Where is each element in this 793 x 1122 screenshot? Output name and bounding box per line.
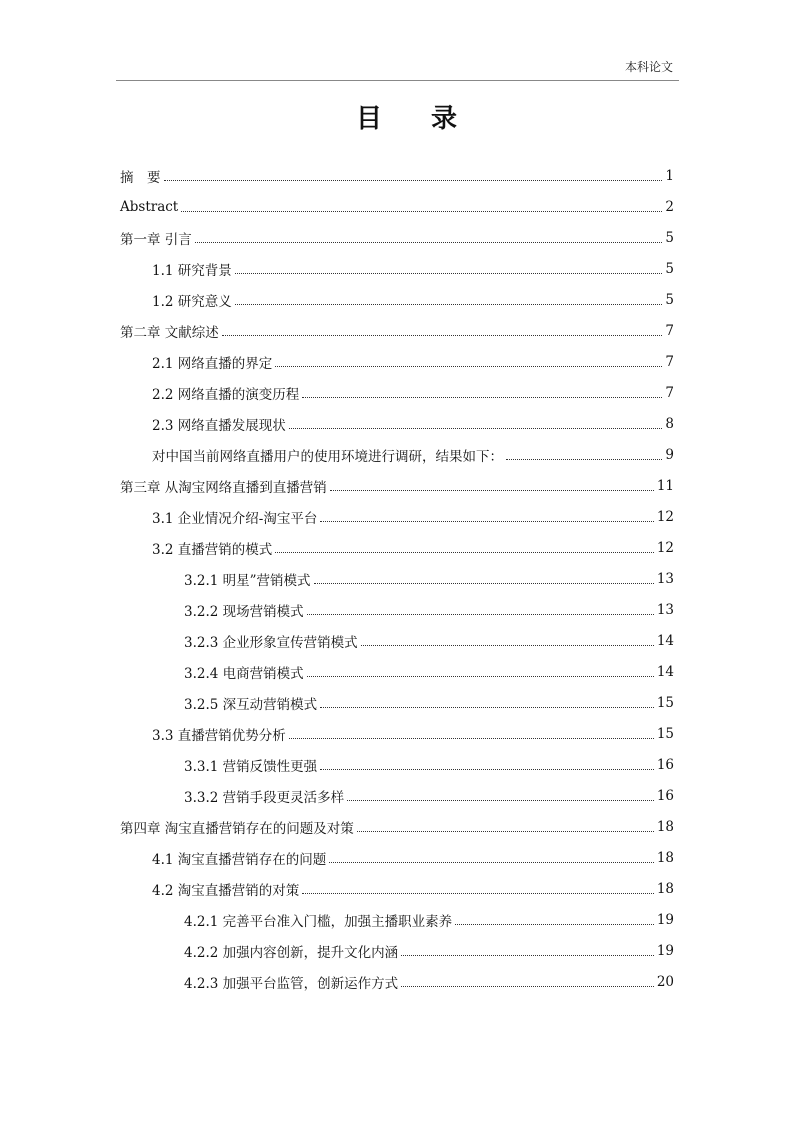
toc-entry-page: 12 bbox=[656, 539, 674, 556]
toc-entry-page: 20 bbox=[656, 973, 674, 990]
toc-entry-page: 8 bbox=[665, 415, 674, 432]
toc-entry[interactable] bbox=[120, 408, 674, 439]
header-rule bbox=[116, 80, 679, 81]
toc-leader-dots bbox=[302, 396, 662, 398]
toc-leader-dots bbox=[235, 303, 663, 305]
toc-leader-dots bbox=[235, 272, 663, 274]
toc-entry-page: 16 bbox=[656, 756, 674, 773]
toc-entry[interactable] bbox=[120, 687, 674, 718]
toc-entry[interactable] bbox=[120, 284, 674, 315]
toc-leader-dots bbox=[401, 985, 654, 987]
toc-leader-dots bbox=[506, 458, 662, 460]
toc-leader-dots bbox=[320, 768, 654, 770]
toc-leader-dots bbox=[164, 179, 663, 181]
toc-entry-label: 3.2.4 电商营销模式 bbox=[184, 665, 304, 682]
toc-entry[interactable] bbox=[120, 594, 674, 625]
toc-entry-page: 12 bbox=[656, 508, 674, 525]
toc-entry[interactable] bbox=[120, 718, 674, 749]
toc-entry-label: 4.2.2 加强内容创新，提升文化内涵 bbox=[184, 944, 399, 961]
toc-entry-label: 第三章 从淘宝网络直播到直播营销 bbox=[120, 479, 327, 496]
toc-entry-label: 4.2 淘宝直播营销的对策 bbox=[152, 882, 300, 899]
toc-entry[interactable] bbox=[120, 377, 674, 408]
toc-entry-page: 7 bbox=[665, 353, 674, 370]
toc-entry-label: 3.2.1 明星”营销模式 bbox=[184, 572, 311, 589]
toc-leader-dots bbox=[357, 830, 654, 832]
toc-entry-page: 13 bbox=[656, 601, 674, 618]
toc-entry-label: 4.1 淘宝直播营销存在的问题 bbox=[152, 851, 327, 868]
toc-entry[interactable] bbox=[120, 625, 674, 656]
toc-entry-page: 15 bbox=[656, 725, 674, 742]
toc-entry[interactable] bbox=[120, 780, 674, 811]
toc-entry-label: 3.1 企业情况介绍-淘宝平台 bbox=[152, 510, 318, 527]
toc-entry-label: 2.2 网络直播的演变历程 bbox=[152, 386, 300, 403]
toc-leader-dots bbox=[195, 241, 663, 243]
toc-leader-dots bbox=[307, 675, 654, 677]
toc-entry-page: 11 bbox=[656, 477, 674, 494]
toc-leader-dots bbox=[329, 861, 654, 863]
toc-leader-dots bbox=[330, 489, 654, 491]
toc-leader-dots bbox=[361, 644, 654, 646]
toc-leader-dots bbox=[275, 551, 654, 553]
toc-entry-label: 第一章 引言 bbox=[120, 231, 192, 248]
toc-entry[interactable] bbox=[120, 904, 674, 935]
toc-leader-dots bbox=[222, 334, 663, 336]
toc-leader-dots bbox=[314, 582, 654, 584]
toc-leader-dots bbox=[302, 892, 654, 894]
toc-entry-page: 9 bbox=[665, 446, 674, 463]
toc-entry-label: 1.2 研究意义 bbox=[152, 293, 232, 310]
toc-entry[interactable] bbox=[120, 935, 674, 966]
toc-entry-page: 14 bbox=[656, 663, 674, 680]
toc-entry[interactable] bbox=[120, 811, 674, 842]
toc-entry-label: 第四章 淘宝直播营销存在的问题及对策 bbox=[120, 820, 354, 837]
toc-entry[interactable] bbox=[120, 191, 674, 222]
toc-leader-dots bbox=[307, 613, 654, 615]
toc-entry-label: 4.2.3 加强平台监管，创新运作方式 bbox=[184, 975, 399, 992]
toc-entry[interactable] bbox=[120, 966, 674, 997]
toc-entry[interactable] bbox=[120, 346, 674, 377]
toc-entry[interactable] bbox=[120, 253, 674, 284]
toc-entry[interactable] bbox=[120, 532, 674, 563]
toc-entry[interactable] bbox=[120, 501, 674, 532]
toc-entry-label: 2.1 网络直播的界定 bbox=[152, 355, 273, 372]
toc-entry-page: 18 bbox=[656, 818, 674, 835]
toc-entry-page: 7 bbox=[665, 322, 674, 339]
toc-entry[interactable] bbox=[120, 315, 674, 346]
toc-leader-dots bbox=[320, 706, 654, 708]
toc-entry-page: 14 bbox=[656, 632, 674, 649]
toc-entry-label: 3.3 直播营销优势分析 bbox=[152, 727, 286, 744]
toc-entry[interactable] bbox=[120, 439, 674, 470]
toc-entry[interactable] bbox=[120, 749, 674, 780]
toc-leader-dots bbox=[181, 210, 662, 212]
toc-entry[interactable] bbox=[120, 873, 674, 904]
toc-entry-page: 2 bbox=[665, 198, 674, 215]
toc-entry-label: 3.2.2 现场营销模式 bbox=[184, 603, 304, 620]
toc-entry-page: 16 bbox=[656, 787, 674, 804]
toc-entry-page: 19 bbox=[656, 942, 674, 959]
toc-entry-label: 3.2 直播营销的模式 bbox=[152, 541, 273, 558]
toc-entry-label: 第二章 文献综述 bbox=[120, 324, 219, 341]
toc-entry-label: 4.2.1 完善平台准入门槛，加强主播职业素养 bbox=[184, 913, 453, 930]
toc-entry-label: 1.1 研究背景 bbox=[152, 262, 232, 279]
toc-leader-dots bbox=[401, 954, 654, 956]
toc-entry-label: 3.2.5 深互动营销模式 bbox=[184, 696, 318, 713]
header-label: 本科论文 bbox=[624, 60, 673, 74]
page-title: 目 录 bbox=[355, 104, 478, 134]
toc-entry-page: 5 bbox=[665, 260, 674, 277]
toc-entry[interactable] bbox=[120, 656, 674, 687]
toc-leader-dots bbox=[347, 799, 654, 801]
toc-entry-label: 3.2.3 企业形象宣传营销模式 bbox=[184, 634, 358, 651]
toc-entry-label: 3.3.2 营销手段更灵活多样 bbox=[184, 789, 345, 806]
toc-entry-label: 对中国当前网络直播用户的使用环境进行调研，结果如下： bbox=[152, 448, 503, 465]
toc-leader-dots bbox=[275, 365, 662, 367]
toc-entry[interactable] bbox=[120, 563, 674, 594]
table-of-contents bbox=[120, 160, 674, 997]
toc-entry-page: 5 bbox=[665, 229, 674, 246]
toc-entry[interactable] bbox=[120, 222, 674, 253]
toc-entry[interactable] bbox=[120, 160, 674, 191]
toc-entry-page: 13 bbox=[656, 570, 674, 587]
toc-entry-page: 18 bbox=[656, 880, 674, 897]
toc-entry-label: 2.3 网络直播发展现状 bbox=[152, 417, 286, 434]
toc-leader-dots bbox=[289, 737, 654, 739]
toc-leader-dots bbox=[455, 923, 654, 925]
toc-entry-label: 摘 要 bbox=[120, 169, 161, 186]
toc-leader-dots bbox=[289, 427, 663, 429]
toc-leader-dots bbox=[320, 520, 653, 522]
toc-entry[interactable] bbox=[120, 842, 674, 873]
toc-entry-page: 7 bbox=[665, 384, 674, 401]
toc-entry-page: 19 bbox=[656, 911, 674, 928]
toc-entry-label: Abstract bbox=[120, 198, 179, 215]
toc-entry-page: 18 bbox=[656, 849, 674, 866]
toc-entry-label: 3.3.1 营销反馈性更强 bbox=[184, 758, 318, 775]
toc-entry-page: 15 bbox=[656, 694, 674, 711]
toc-entry-page: 1 bbox=[665, 167, 674, 184]
toc-entry[interactable] bbox=[120, 470, 674, 501]
toc-entry-page: 5 bbox=[665, 291, 674, 308]
